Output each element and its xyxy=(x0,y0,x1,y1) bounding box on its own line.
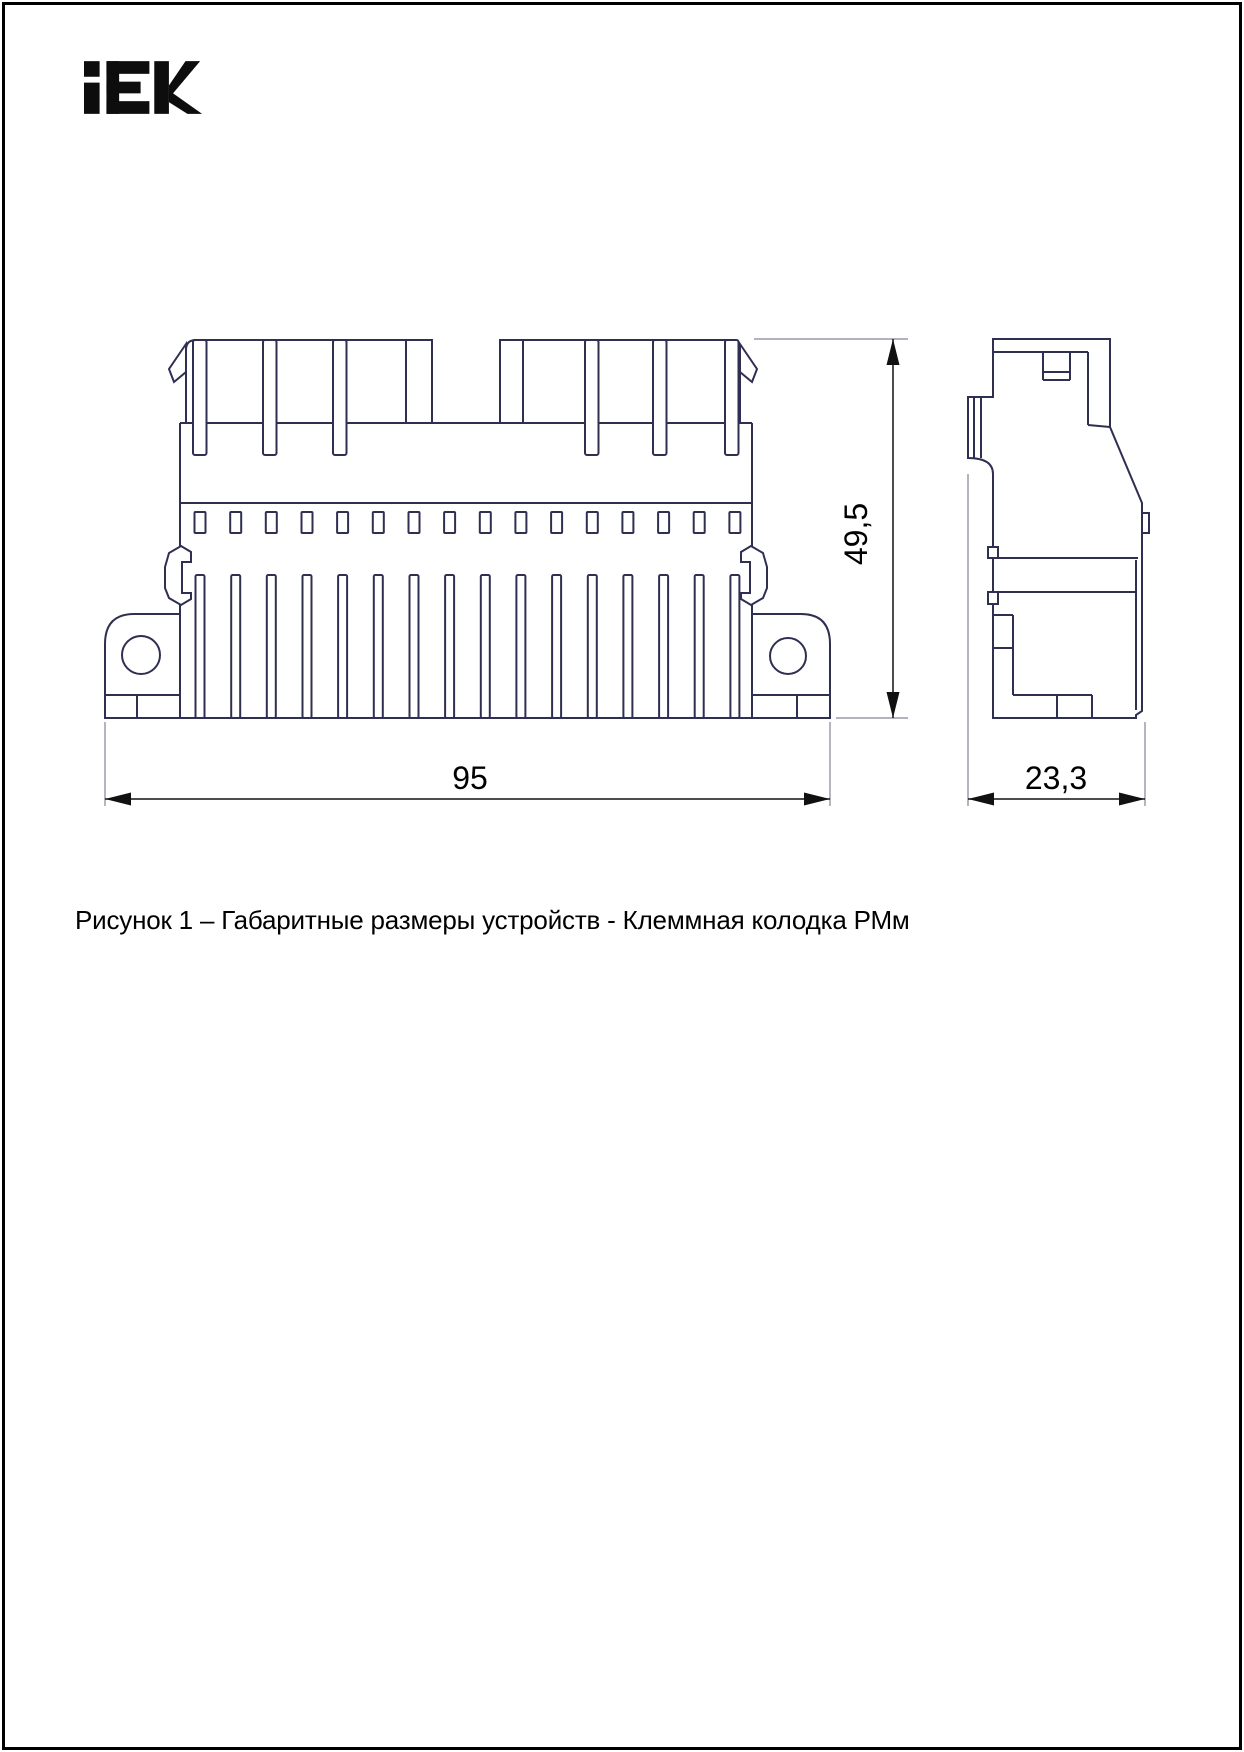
separator-fin xyxy=(374,575,383,718)
arrow-left xyxy=(968,793,994,806)
terminal-slot xyxy=(302,512,313,533)
right-latch-wedge xyxy=(740,344,757,382)
dim-width-label: 95 xyxy=(452,760,488,796)
separator-fin xyxy=(588,575,597,718)
separator-fin xyxy=(303,575,312,718)
terminal-slot xyxy=(587,512,598,533)
top-block-right xyxy=(500,340,740,423)
separator-fin xyxy=(695,575,704,718)
right-side-clip xyxy=(741,546,767,605)
separator-fin xyxy=(445,575,454,718)
top-block-left xyxy=(186,340,432,423)
dimension-depth xyxy=(968,474,1145,806)
arrow-right xyxy=(804,793,830,806)
arrow-right xyxy=(1119,793,1145,806)
separator-fin xyxy=(410,575,419,718)
top-tabs xyxy=(193,340,739,455)
right-mounting-ear xyxy=(751,614,830,718)
dim-depth-label: 23,3 xyxy=(1024,760,1088,796)
terminal-slot xyxy=(729,512,740,533)
separator-fin xyxy=(338,575,347,718)
terminal-slot xyxy=(622,512,633,533)
terminal-slot xyxy=(373,512,384,533)
separator-fin xyxy=(267,575,276,718)
left-side-clip xyxy=(165,546,191,605)
separator-fin xyxy=(196,575,205,718)
terminal-slot xyxy=(195,512,206,533)
terminal-slot xyxy=(694,512,705,533)
terminal-slot xyxy=(444,512,455,533)
separator-fin xyxy=(552,575,561,718)
separator-fin xyxy=(481,575,490,718)
separator-fin xyxy=(659,575,668,718)
terminal-slot xyxy=(409,512,420,533)
left-mounting-ear xyxy=(105,614,181,718)
separator-fin xyxy=(231,575,240,718)
separator-fin xyxy=(623,575,632,718)
left-latch-wedge xyxy=(169,344,186,382)
terminal-slot xyxy=(515,512,526,533)
terminal-slot xyxy=(480,512,491,533)
band-left-cap-bottom xyxy=(988,592,998,604)
terminal-slot xyxy=(230,512,241,533)
side-clip-ribs xyxy=(974,397,981,458)
din-rail-notch xyxy=(1043,352,1070,380)
arrow-up xyxy=(887,339,900,365)
terminal-slot xyxy=(266,512,277,533)
dimension-width xyxy=(105,722,830,806)
dim-height-label: 49,5 xyxy=(838,502,874,566)
figure-caption: Рисунок 1 – Габаритные размеры устройств - Клеммная колодка РМм xyxy=(75,905,910,935)
terminal-slots xyxy=(195,512,741,533)
side-right-tab xyxy=(1142,513,1149,533)
separator-fins xyxy=(196,575,740,718)
terminal-slot xyxy=(337,512,348,533)
band-left-cap-top xyxy=(988,547,998,558)
terminal-slot xyxy=(551,512,562,533)
side-outline xyxy=(968,339,1142,718)
terminal-slot xyxy=(658,512,669,533)
separator-fin xyxy=(730,575,739,718)
side-view xyxy=(968,339,1149,718)
separator-fin xyxy=(516,575,525,718)
arrow-down xyxy=(887,692,900,718)
front-view xyxy=(105,340,830,718)
arrow-left xyxy=(105,793,131,806)
